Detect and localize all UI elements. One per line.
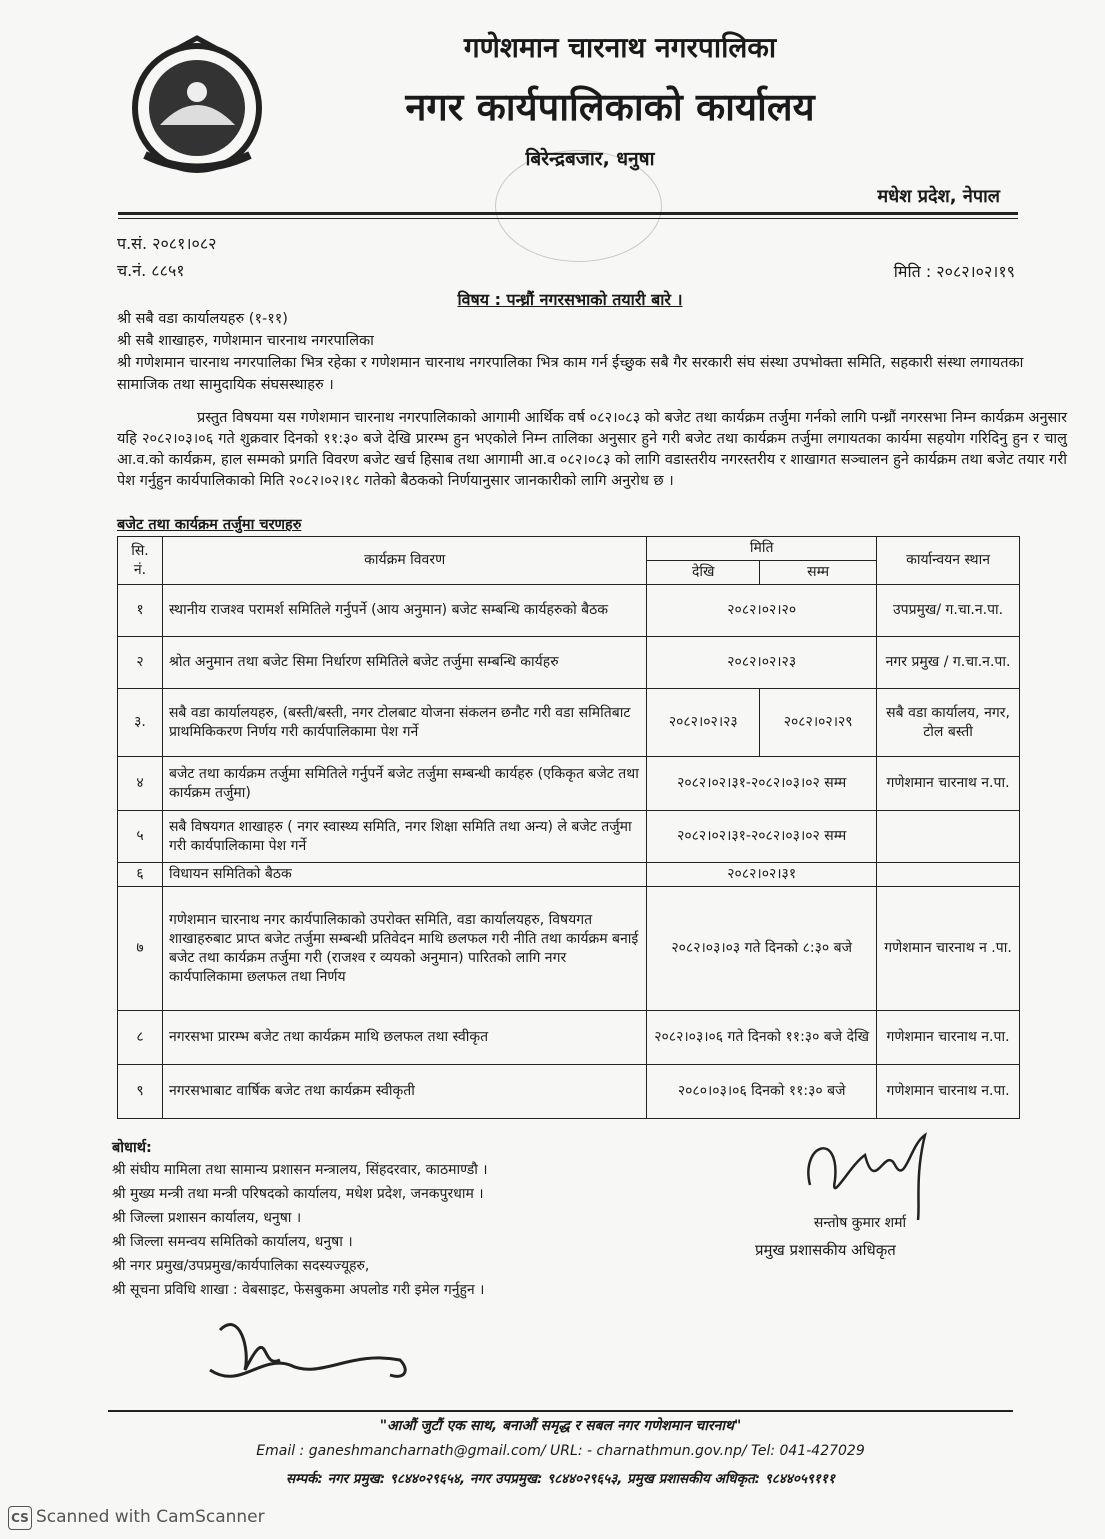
row-to: २०८२।०२।२९ xyxy=(760,689,877,757)
row-date: २०८२।०३।०६ गते दिनको ११:३० बजे देखि xyxy=(647,1011,877,1065)
row-date: २०८०।०३।०६ दिनको ११:३० बजे xyxy=(647,1065,877,1119)
cc-item: श्री मुख्य मन्त्री तथा मन्त्री परिषदको कार्यालय, मधेश प्रदेश, जनकपुरधाम । xyxy=(112,1186,484,1202)
row-place: गणेशमान चारनाथ न .पा. xyxy=(877,887,1020,1011)
row-sn: ५ xyxy=(118,811,163,863)
row-sn: ४ xyxy=(118,757,163,811)
table-row xyxy=(118,637,1020,689)
steps-title: बजेट तथा कार्यक्रम तर्जुमा चरणहरु xyxy=(117,517,302,533)
header-divider xyxy=(118,212,1018,215)
row-from: २०८२।०२।२३ xyxy=(647,689,760,757)
header-date: मिति xyxy=(647,537,877,561)
row-sn: ८ xyxy=(118,1011,163,1065)
header-sn: सि. नं. xyxy=(118,537,163,585)
row-desc: नगरसभा प्रारम्भ बजेट तथा कार्यक्रम माथि छलफल तथा स्वीकृत xyxy=(162,1011,646,1065)
signatory-name: सन्तोष कुमार शर्मा xyxy=(813,1215,907,1231)
row-date: २०८२।०३।०३ गते दिनको ८:३० बजे xyxy=(647,887,877,1011)
scanner-text: Scanned with CamScanner xyxy=(36,1507,265,1527)
footer-divider xyxy=(108,1410,1013,1412)
municipality-emblem-logo xyxy=(115,30,280,180)
scanner-watermark xyxy=(8,1506,265,1530)
header-desc: कार्यक्रम विवरण xyxy=(162,537,646,585)
row-place xyxy=(877,811,1020,863)
row-date: २०८२।०२।३१-२०८२।०३।०२ सम्म xyxy=(647,811,877,863)
row-place: गणेशमान चारनाथ न.पा. xyxy=(877,1065,1020,1119)
row-desc: विधायन समितिको बैठक xyxy=(162,863,646,887)
cc-item: श्री जिल्ला प्रशासन कार्यालय, धनुषा । xyxy=(112,1210,302,1226)
row-date: २०८२।०२।३१ xyxy=(647,863,877,887)
table-row xyxy=(118,689,1020,757)
cc-item: श्री संघीय मामिला तथा सामान्य प्रशासन मन्त्रालय, सिंहदरवार, काठमाण्डौ । xyxy=(112,1162,488,1178)
addressee-2: श्री सबै शाखाहरु, गणेशमान चारनाथ नगरपालिका xyxy=(117,333,374,349)
row-sn: २ xyxy=(118,637,163,689)
row-desc: सबै विषयगत शाखाहरु ( नगर स्वास्थ्य समिति, नगर शिक्षा समिति तथा अन्य) ले बजेट तर्जुमा गरी कार्यपालिकामा पेश गर्ने xyxy=(162,811,646,863)
cc-item: श्री सूचना प्रविधि शाखा : वेबसाइट, फेसबुकमा अपलोड गरी इमेल गर्नुहुन । xyxy=(112,1282,485,1298)
row-desc: गणेशमान चारनाथ नगर कार्यपालिकाको उपरोक्त समिति, वडा कार्यालयहरु, विषयगत शाखाहरुबाट प्राप्त बजेट तर्जुमा सम्बन्धी प्रतिवेदन माथि छलफल गरी नीति तथा कार्यक्रम बनाई बजेट तथा कार्यक्रम तर्जुमा गरी (राजश्व र व्ययको अनुमान) पारितको लागि नगर कार्यपालिकामा छलफल तथा निर्णय xyxy=(162,887,646,1011)
row-date: २०८२।०२।२३ xyxy=(647,637,877,689)
row-place: गणेशमान चारनाथ न.पा. xyxy=(877,757,1020,811)
letter-body: प्रस्तुत विषयमा यस गणेशमान चारनाथ नगरपालिकाको आगामी आर्थिक वर्ष ०८२।०८३ को बजेट तथा कार्यक्रम तर्जुमा गर्नको लागि पन्ध्रौं नगरसभा निम्न कार्यक्रम अनुसार यहि २०८२।०३।०६ गते शुक्रवार दिनको ११:३० बजे देखि प्रारम्भ हुन भएकोले निम्न तालिका अनुसार हुने गरी बजेट तथा कार्यक्रम तर्जुमा लगायतका कार्यमा सहयोग गरिदिनु हुन र चालु आ.व.को कार्यक्रम, हाल सम्मको प्रगति विवरण बजेट खर्च हिसाब तथा आगामी आ.व ०८२।०८३ को लागि वडास्तरीय नगरस्तरीय र शाखागत सञ्चालन हुने कार्यक्रम तथा बजेट तयार गरी पेश गर्नुहुन कार्यपालिकाको मिति २०८२।०२।१८ गतेको बैठकको निर्णयानुसार जानकारीको लागि अनुरोध छ । xyxy=(117,410,1067,489)
footer-motto: "आऔं जुटौं एक साथ, बनाऔं समृद्ध र सबल नगर गणेशमान चारनाथ" xyxy=(379,1418,742,1434)
row-desc: स्थानीय राजश्व परामर्श समितिले गर्नुपर्ने (आय अनुमान) बजेट सम्बन्धि कार्यहरुको बैठक xyxy=(162,585,646,637)
office-name: नगर कार्यपालिकाको कार्यालय xyxy=(405,85,815,129)
officer-signature xyxy=(790,1125,940,1225)
row-desc: बजेट तथा कार्यक्रम तर्जुमा समितिले गर्नुपर्ने बजेट तर्जुमा सम्बन्धी कार्यहरु (एकिकृत बजेट तथा कार्यक्रम तर्जुमा) xyxy=(162,757,646,811)
second-signature xyxy=(150,1300,430,1400)
province-name: मधेश प्रदेश, नेपाल xyxy=(877,186,1000,207)
row-sn: ३. xyxy=(118,689,163,757)
row-sn: ६ xyxy=(118,863,163,887)
row-place: उपप्रमुख/ ग.चा.न.पा. xyxy=(877,585,1020,637)
row-desc: श्रोत अनुमान तथा बजेट सिमा निर्धारण समितिले बजेट तर्जुमा सम्बन्धि कार्यहरु xyxy=(162,637,646,689)
row-place: गणेशमान चारनाथ न.पा. xyxy=(877,1011,1020,1065)
signatory-designation: प्रमुख प्रशासकीय अधिकृत xyxy=(755,1241,896,1259)
row-sn: ९ xyxy=(118,1065,163,1119)
header-from: देखि xyxy=(647,561,760,585)
letter-dispatch-number: च.नं. ८८५१ xyxy=(117,261,185,280)
header-place: कार्यान्वयन स्थान xyxy=(877,537,1020,585)
addressee-1: श्री सबै वडा कार्यालयहरु (१-११) xyxy=(117,311,288,327)
table-row xyxy=(118,585,1020,637)
table-row xyxy=(118,757,1020,811)
row-date: २०८२।०२।२० xyxy=(647,585,877,637)
table-header-row xyxy=(118,537,1020,561)
header-to: सम्म xyxy=(760,561,877,585)
budget-schedule-table xyxy=(117,536,1020,1119)
cc-item: श्री जिल्ला समन्वय समितिको कार्यालय, धनुषा । xyxy=(112,1234,353,1250)
header-divider-thin xyxy=(118,218,1018,219)
footer-email: Email : ganeshmancharnath@gmail.com/ URL: - charnathmun.gov.np/ Tel: 041-427029 xyxy=(256,1443,865,1459)
letter-date: मिति : २०८२।०२।१९ xyxy=(893,262,1015,281)
municipality-name: गणेशमान चारनाथ नगरपालिका xyxy=(463,31,777,64)
row-place xyxy=(877,863,1020,887)
row-sn: ७ xyxy=(118,887,163,1011)
letter-ps-number: प.सं. २०८१।०८२ xyxy=(117,234,217,253)
table-row xyxy=(118,863,1020,887)
row-date: २०८२।०२।३१-२०८२।०३।०२ सम्म xyxy=(647,757,877,811)
row-place: सबै वडा कार्यालय, नगर, टोल बस्ती xyxy=(877,689,1020,757)
letter-subject xyxy=(120,288,1020,310)
camscanner-icon: CS xyxy=(8,1506,32,1530)
cc-item: श्री नगर प्रमुख/उपप्रमुख/कार्यपालिका सदस्यज्यूहरु, xyxy=(112,1258,370,1274)
addressee-3: श्री गणेशमान चारनाथ नगरपालिका भित्र रहेका र गणेशमान चारनाथ नगरपालिका भित्र काम गर्न ईच्छुक सबै गैर सरकारी संघ संस्था उपभोक्ता समिति, सहकारी संस्था लगायतका सामाजिक तथा सामुदायिक संघसस्थाहरु । xyxy=(117,355,1024,393)
table-row xyxy=(118,1065,1020,1119)
row-desc: नगरसभाबाट वार्षिक बजेट तथा कार्यक्रम स्वीकृती xyxy=(162,1065,646,1119)
footer-contact: सम्पर्क: नगर प्रमुख: ९८४४०२९६५४, नगर उपप्रमुख: ९८४४०२९६५३, प्रमुख प्रशासकीय अधिकृत: ९८४४०५९१११ xyxy=(286,1471,835,1487)
table-row xyxy=(118,811,1020,863)
table-row xyxy=(118,887,1020,1011)
cc-title: बोधार्थ: xyxy=(112,1140,152,1156)
subject-text: विषय : पन्ध्रौं नगरसभाको तयारी बारे । xyxy=(457,290,683,309)
row-desc: सबै वडा कार्यालयहरु, (बस्ती/बस्ती, नगर टोलबाट योजना संकलन छनौट गरी वडा समितिबाट प्राथमिकिकरण निर्णय गरी कार्यपालिकामा पेश गर्ने xyxy=(162,689,646,757)
office-place: बिरेन्द्रबजार, धनुषा xyxy=(525,148,655,170)
row-sn: १ xyxy=(118,585,163,637)
table-row xyxy=(118,1011,1020,1065)
cc-list xyxy=(112,1158,488,1302)
row-place: नगर प्रमुख / ग.चा.न.पा. xyxy=(877,637,1020,689)
